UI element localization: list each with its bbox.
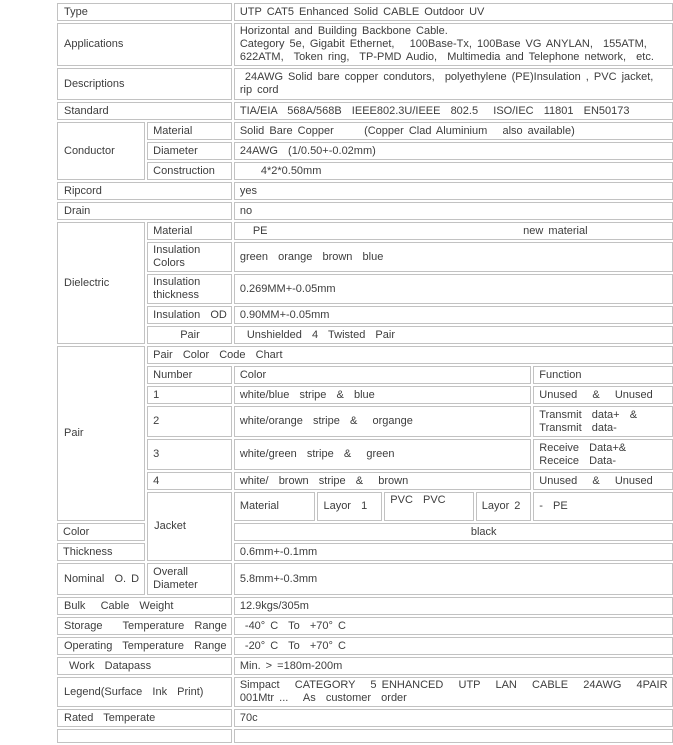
pair-1-number: 1 — [147, 386, 232, 404]
value-standard: TIA/EIA 568A/568B IEEE802.3U/IEEE 802.5 ISO/IEC 11801 EN50173 — [234, 102, 673, 120]
pair-chart-header-number: Number — [147, 366, 232, 384]
value-storage-temp-range: -40° C To +70° C — [234, 617, 673, 635]
value-type: UTP CAT5 Enhanced Solid CABLE Outdoor UV — [234, 3, 673, 21]
table-row — [57, 386, 673, 404]
table-row — [57, 346, 673, 364]
sub-label-jacket-thickness: Thickness — [57, 543, 145, 561]
table-row — [57, 23, 673, 66]
value-drain: no — [234, 202, 673, 220]
value-jacket-layer2-material: - PE — [533, 492, 672, 521]
value-jacket-layer1-material: PVC PVC — [384, 492, 473, 521]
sub-label-dielectric-material: Material — [147, 222, 232, 240]
sub-label-insulation-thickness: Insulation thickness — [147, 274, 232, 304]
value-descriptions: 24AWG Solid bare copper condutors, polyethylene (PE)Insulation , PVC jacket, rip cord — [234, 68, 673, 100]
row-label-applications: Applications — [57, 23, 232, 66]
table-row — [57, 472, 673, 490]
row-label-type: Type — [57, 3, 232, 21]
row-label-ripcord: Ripcord — [57, 182, 232, 200]
sub-label-pair: Pair — [147, 326, 232, 344]
sub-label-diameter: Diameter — [147, 142, 232, 160]
value-pair: Unshielded 4 Twisted Pair — [234, 326, 673, 344]
value-applications: Horizontal and Building Backbone Cable. Category 5e, Gigabit Ethernet, 100Base-Tx, 100Base VG ANYLAN, 155ATM, 622ATM, Token ring, TP-PMD Audio, Multimedia and Telephone network, etc. — [234, 23, 673, 66]
sub-label-construction: Construction — [147, 162, 232, 180]
sub-label-insulation-od: Insulation OD — [147, 306, 232, 324]
table-row — [57, 102, 673, 120]
pair-3-function: Receive Data+& Receice Data- — [533, 439, 672, 470]
pair-2-function: Transmit data+ & Transmit data- — [533, 406, 672, 437]
table-row — [57, 637, 673, 655]
value-diameter: 24AWG (1/0.50+-0.02mm) — [234, 142, 673, 160]
value-legend: Simpact CATEGORY 5 ENHANCED UTP LAN CABLE 24AWG 4PAIR 001Mtr ... As customer order — [234, 677, 673, 707]
spec-table-body — [57, 3, 673, 743]
row-label-standard: Standard — [57, 102, 232, 120]
table-row — [57, 563, 673, 595]
value-jacket-layer2: Layor 2 — [476, 492, 532, 521]
pair-1-color: white/blue stripe & blue — [234, 386, 531, 404]
value-jacket-color: black — [234, 523, 673, 541]
pair-3-color: white/green stripe & green — [234, 439, 531, 470]
table-row — [57, 439, 673, 470]
row-label-nominal-od: Nominal O. D — [57, 563, 145, 595]
table-row — [57, 492, 673, 521]
row-label-bulk-cable-weight: Bulk Cable Weight — [57, 597, 232, 615]
table-row — [57, 202, 673, 220]
sub-label-overall-diameter: Overall Diameter — [147, 563, 232, 595]
value-overall-diameter: 5.8mm+-0.3mm — [234, 563, 673, 595]
table-row — [57, 366, 673, 384]
sub-label-insulation-colors: Insulation Colors — [147, 242, 232, 272]
table-row — [57, 677, 673, 707]
row-label-legend: Legend(Surface Ink Print) — [57, 677, 232, 707]
row-label-operating-temp-range: Operating Temperature Range — [57, 637, 232, 655]
row-label-storage-temp-range: Storage Temperature Range — [57, 617, 232, 635]
row-label-dielectric: Dielectric — [57, 222, 145, 344]
partial-row-value — [234, 729, 673, 743]
row-label-descriptions: Descriptions — [57, 68, 232, 100]
table-row — [57, 709, 673, 727]
pair-1-function: Unused & Unused — [533, 386, 672, 404]
table-row — [57, 3, 673, 21]
value-dielectric-material: PE new material — [234, 222, 673, 240]
pair-3-number: 3 — [147, 439, 232, 470]
pair-4-function: Unused & Unused — [533, 472, 672, 490]
pair-4-color: white/ brown stripe & brown — [234, 472, 531, 490]
table-row — [57, 597, 673, 615]
value-conductor-material: Solid Bare Copper (Copper Clad Aluminium also available) — [234, 122, 673, 140]
pair-2-number: 2 — [147, 406, 232, 437]
table-row — [57, 182, 673, 200]
table-row — [57, 617, 673, 635]
value-rated-temperate: 70c — [234, 709, 673, 727]
pair-2-color: white/orange stripe & organge — [234, 406, 531, 437]
table-row — [57, 729, 673, 743]
table-row — [57, 222, 673, 240]
pair-chart-title: Pair Color Code Chart — [147, 346, 672, 364]
table-row — [57, 242, 673, 272]
cable-spec-table — [55, 1, 673, 745]
pair-chart-header-function: Function — [533, 366, 672, 384]
table-row — [57, 306, 673, 324]
value-ripcord: yes — [234, 182, 673, 200]
value-insulation-colors: green orange brown blue — [234, 242, 673, 272]
row-label-work-datapass: Work Datapass — [57, 657, 232, 675]
table-row — [57, 326, 673, 344]
row-label-drain: Drain — [57, 202, 232, 220]
table-row — [57, 68, 673, 100]
table-row — [57, 274, 673, 304]
row-label-pair: Pair — [57, 346, 145, 521]
value-operating-temp-range: -20° C To +70° C — [234, 637, 673, 655]
table-row — [57, 657, 673, 675]
row-label-conductor: Conductor — [57, 122, 145, 180]
sub-label-conductor-material: Material — [147, 122, 232, 140]
row-label-rated-temperate: Rated Temperate — [57, 709, 232, 727]
value-jacket-layer1: Layor 1 — [317, 492, 382, 521]
value-work-datapass: Min. > =180m-200m — [234, 657, 673, 675]
row-label-jacket: Jacket — [147, 492, 232, 561]
pair-chart-header-color: Color — [234, 366, 531, 384]
table-row — [57, 406, 673, 437]
table-row — [57, 142, 673, 160]
value-insulation-thickness: 0.269MM+-0.05mm — [234, 274, 673, 304]
pair-4-number: 4 — [147, 472, 232, 490]
value-bulk-cable-weight: 12.9kgs/305m — [234, 597, 673, 615]
table-row — [57, 162, 673, 180]
value-construction: 4*2*0.50mm — [234, 162, 673, 180]
value-jacket-thickness: 0.6mm+-0.1mm — [234, 543, 673, 561]
sub-label-jacket-material: Material — [234, 492, 316, 521]
table-row — [57, 122, 673, 140]
sub-label-jacket-color: Color — [57, 523, 145, 541]
partial-row-label — [57, 729, 232, 743]
value-insulation-od: 0.90MM+-0.05mm — [234, 306, 673, 324]
